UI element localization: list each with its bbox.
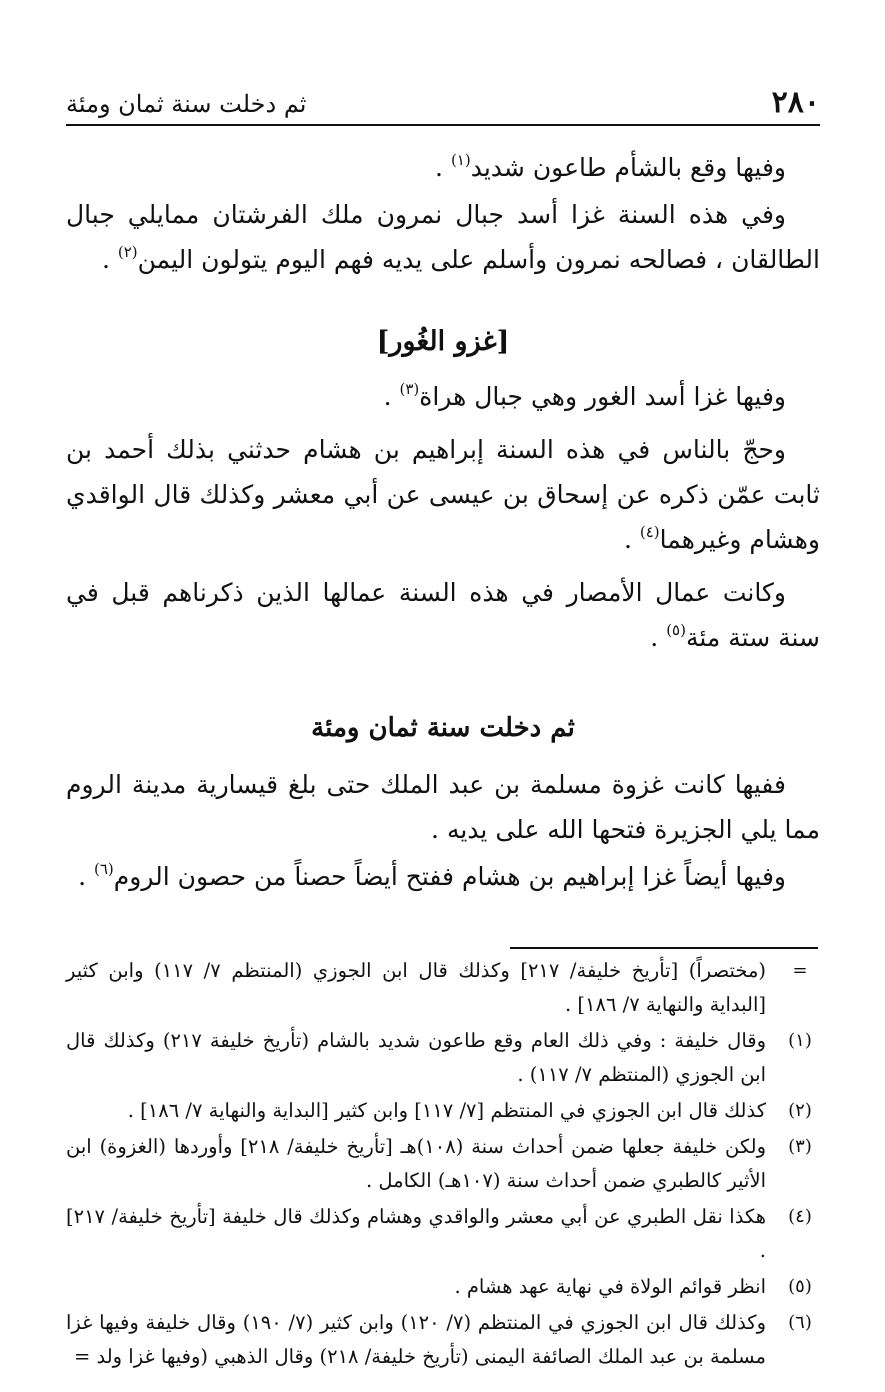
paragraph-text: وكانت عمال الأمصار في هذه السنة عمالها الذين ذكرناهم قبل في سنة ستة مئة: [66, 578, 820, 652]
paragraph-end: .: [383, 382, 400, 411]
paragraph-text: وفي هذه السنة غزا أسد جبال نمرون ملك الفرشتان ممايلي جبال الطالقان ، فصالحه نمرون وأسلم على يديه فهم اليوم يتولون اليمن: [66, 200, 820, 274]
footnote-divider: [510, 947, 818, 949]
paragraph-text: وحجّ بالناس في هذه السنة إبراهيم بن هشام حدثني بذلك أحمد بن ثابت عمّن ذكره عن إسحاق بن عيسى عن أبي معشر وكذلك قال الواقدي وهشام وغيرهما: [66, 435, 820, 554]
paragraph-plague: [66, 145, 820, 190]
footnotes: [66, 954, 820, 1376]
footnote-ref-3: (٣): [399, 380, 420, 398]
paragraph-text: وفيها وقع بالشأم طاعون شديد: [470, 153, 786, 182]
paragraph-text: وفيها غزا أسد الغور وهي جبال هراة: [419, 382, 786, 411]
footnote-item: [66, 1130, 820, 1198]
paragraph-governors: [66, 570, 820, 660]
footnote-item: [66, 1024, 820, 1092]
footnote-marker: (٤): [788, 1206, 812, 1227]
footnote-text: وكذلك قال ابن الجوزي في المنتظم (٧/ ١٢٠) وابن كثير (٧/ ١٩٠) وقال خليفة وفيها غزا مسلمة بن عبد الملك الصائفة اليمنى (تأريخ خليفة/ ٢١٨) وقال الذهبي (وفيها غزا ولد =: [66, 1311, 767, 1368]
footnote-item: [66, 1270, 820, 1304]
footnote-marker: (٣): [788, 1136, 812, 1157]
paragraph-hajj: [66, 427, 820, 562]
footnote-ref-1: (١): [450, 151, 471, 169]
paragraph-end: .: [623, 525, 640, 554]
footnote-item: [66, 954, 820, 1022]
paragraph-maslama: [66, 762, 820, 852]
page-header: [66, 84, 820, 126]
year-heading: ثم دخلت سنة ثمان ومئة: [311, 713, 575, 743]
footnote-text: كذلك قال ابن الجوزي في المنتظم [٧/ ١١٧] وابن كثير [البداية والنهاية ٧/ ١٨٦] .: [127, 1099, 766, 1122]
paragraph-text: ففيها كانت غزوة مسلمة بن عبد الملك حتى بلغ قيسارية مدينة الروم مما يلي الجزيرة فتحها الله على يديه .: [66, 770, 820, 844]
footnote-ref-2: (٢): [117, 243, 138, 261]
footnote-item: [66, 1306, 820, 1374]
page-number: ٢٨٠: [771, 85, 820, 120]
paragraph-nimrun: [66, 192, 820, 282]
paragraph-end: .: [101, 245, 118, 274]
footnote-marker: (١): [788, 1030, 812, 1051]
running-title: ثم دخلت سنة ثمان ومئة: [66, 90, 307, 118]
footnote-marker: (٦): [788, 1312, 812, 1333]
footnote-marker: =: [792, 960, 808, 981]
footnote-ref-5: (٥): [666, 621, 686, 639]
footnote-text: انظر قوائم الولاة في نهاية عهد هشام .: [454, 1275, 766, 1298]
paragraph-ghur: [66, 374, 820, 419]
footnote-marker: (٢): [788, 1100, 812, 1121]
footnote-text: ولكن خليفة جعلها ضمن أحداث سنة (١٠٨)هـ [تأريخ خليفة/ ٢١٨] وأوردها (الغزوة) ابن الأثير كالطبري ضمن أحداث سنة (١٠٧هـ) الكامل .: [66, 1135, 766, 1192]
footnote-item: [66, 1094, 820, 1128]
footnote-marker: (٥): [788, 1276, 812, 1297]
paragraph-ibrahim: [66, 854, 820, 899]
main-text: [66, 145, 820, 907]
paragraph-end: .: [650, 623, 667, 652]
paragraph-text: وفيها أيضاً غزا إبراهيم بن هشام ففتح أيضاً حصناً من حصون الروم: [113, 862, 786, 891]
footnote-ref-6: (٦): [93, 860, 114, 878]
section-heading: [غزو الغُور]: [376, 326, 510, 357]
footnote-text: وقال خليفة : وفي ذلك العام وقع طاعون شديد بالشام (تأريخ خليفة ٢١٧) وكذلك قال ابن الجوزي (المنتظم ٧/ ١١٧) .: [66, 1029, 767, 1086]
paragraph-end: .: [435, 153, 451, 182]
footnote-item: [66, 1200, 820, 1268]
footnote-text: هكذا نقل الطبري عن أبي معشر والواقدي وهشام وكذلك قال خليفة [تأريخ خليفة/ ٢١٧] .: [66, 1205, 766, 1262]
footnote-text: (مختصراً) [تأريخ خليفة/ ٢١٧] وكذلك قال ابن الجوزي (المنتظم ٧/ ١١٧) وابن كثير [البداية والنهاية ٧/ ١٨٦] .: [66, 959, 766, 1016]
footnote-ref-4: (٤): [639, 523, 660, 541]
paragraph-end: .: [78, 862, 94, 891]
